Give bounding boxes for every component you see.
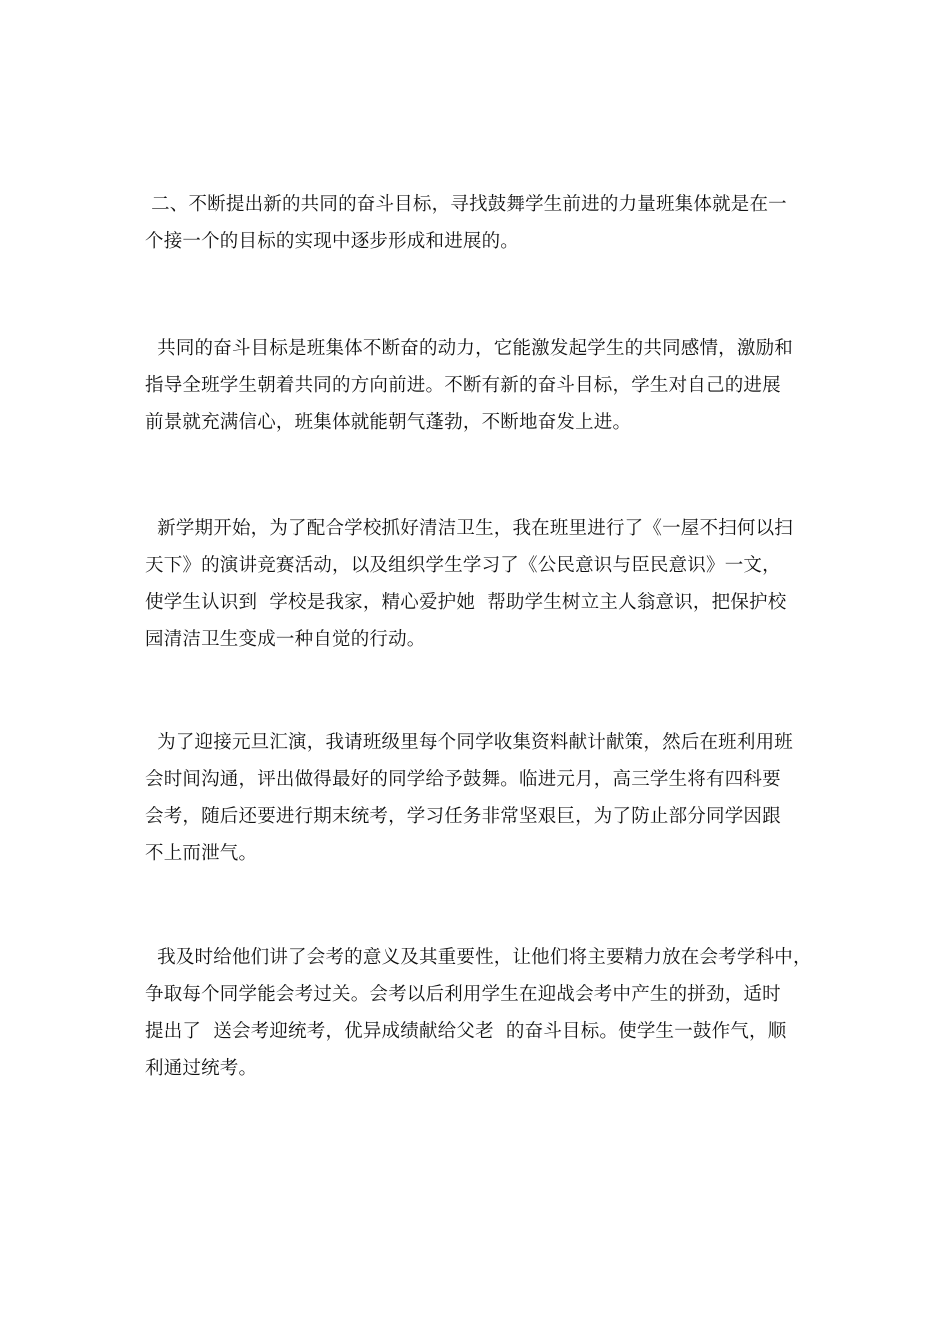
paragraph-line: 利通过统考。	[145, 1058, 258, 1079]
paragraph-3	[145, 510, 825, 658]
paragraph-line: 新学期开始，为了配合学校抓好清洁卫生，我在班里进行了《一屋不扫何以扫	[145, 518, 793, 539]
paragraph-line: 提出了 送会考迎统考，优异成绩献给父老 的奋斗目标。使学生一鼓作气，顺	[145, 1021, 787, 1042]
paragraph-line: 使学生认识到 学校是我家，精心爱护她 帮助学生树立主人翁意识，把保护校	[145, 592, 787, 613]
paragraph-2	[145, 330, 825, 441]
paragraph-line: 二、不断提出新的共同的奋斗目标，寻找鼓舞学生前进的力量班集体就是在一	[145, 194, 787, 215]
paragraph-line: 为了迎接元旦汇演，我请班级里每个同学收集资料献计献策，然后在班利用班	[145, 732, 793, 753]
paragraph-4	[145, 724, 825, 872]
paragraph-line: 会考，随后还要进行期末统考，学习任务非常坚艰巨，为了防止部分同学因跟	[145, 806, 781, 827]
paragraph-5	[145, 939, 825, 1087]
paragraph-line: 不上而泄气。	[145, 843, 258, 864]
paragraph-line: 争取每个同学能会考过关。会考以后利用学生在迎战会考中产生的拼劲，适时	[145, 984, 781, 1005]
paragraph-line: 天下》的演讲竞赛活动，以及组织学生学习了《公民意识与臣民意识》一文，	[145, 555, 781, 576]
paragraph-line: 指导全班学生朝着共同的方向前进。不断有新的奋斗目标，学生对自己的进展	[145, 375, 781, 396]
paragraph-line: 共同的奋斗目标是班集体不断奋的动力，它能激发起学生的共同感情，激励和	[145, 338, 793, 359]
paragraph-line: 前景就充满信心，班集体就能朝气蓬勃，不断地奋发上进。	[145, 412, 632, 433]
paragraph-line: 我及时给他们讲了会考的意义及其重要性，让他们将主要精力放在会考学科中，	[145, 947, 812, 968]
paragraph-line: 会时间沟通，评出做得最好的同学给予鼓舞。临进元月，高三学生将有四科要	[145, 769, 781, 790]
paragraph-line: 个接一个的目标的实现中逐步形成和进展的。	[145, 231, 520, 252]
paragraph-1	[145, 186, 825, 260]
paragraph-line: 园清洁卫生变成一种自觉的行动。	[145, 629, 426, 650]
